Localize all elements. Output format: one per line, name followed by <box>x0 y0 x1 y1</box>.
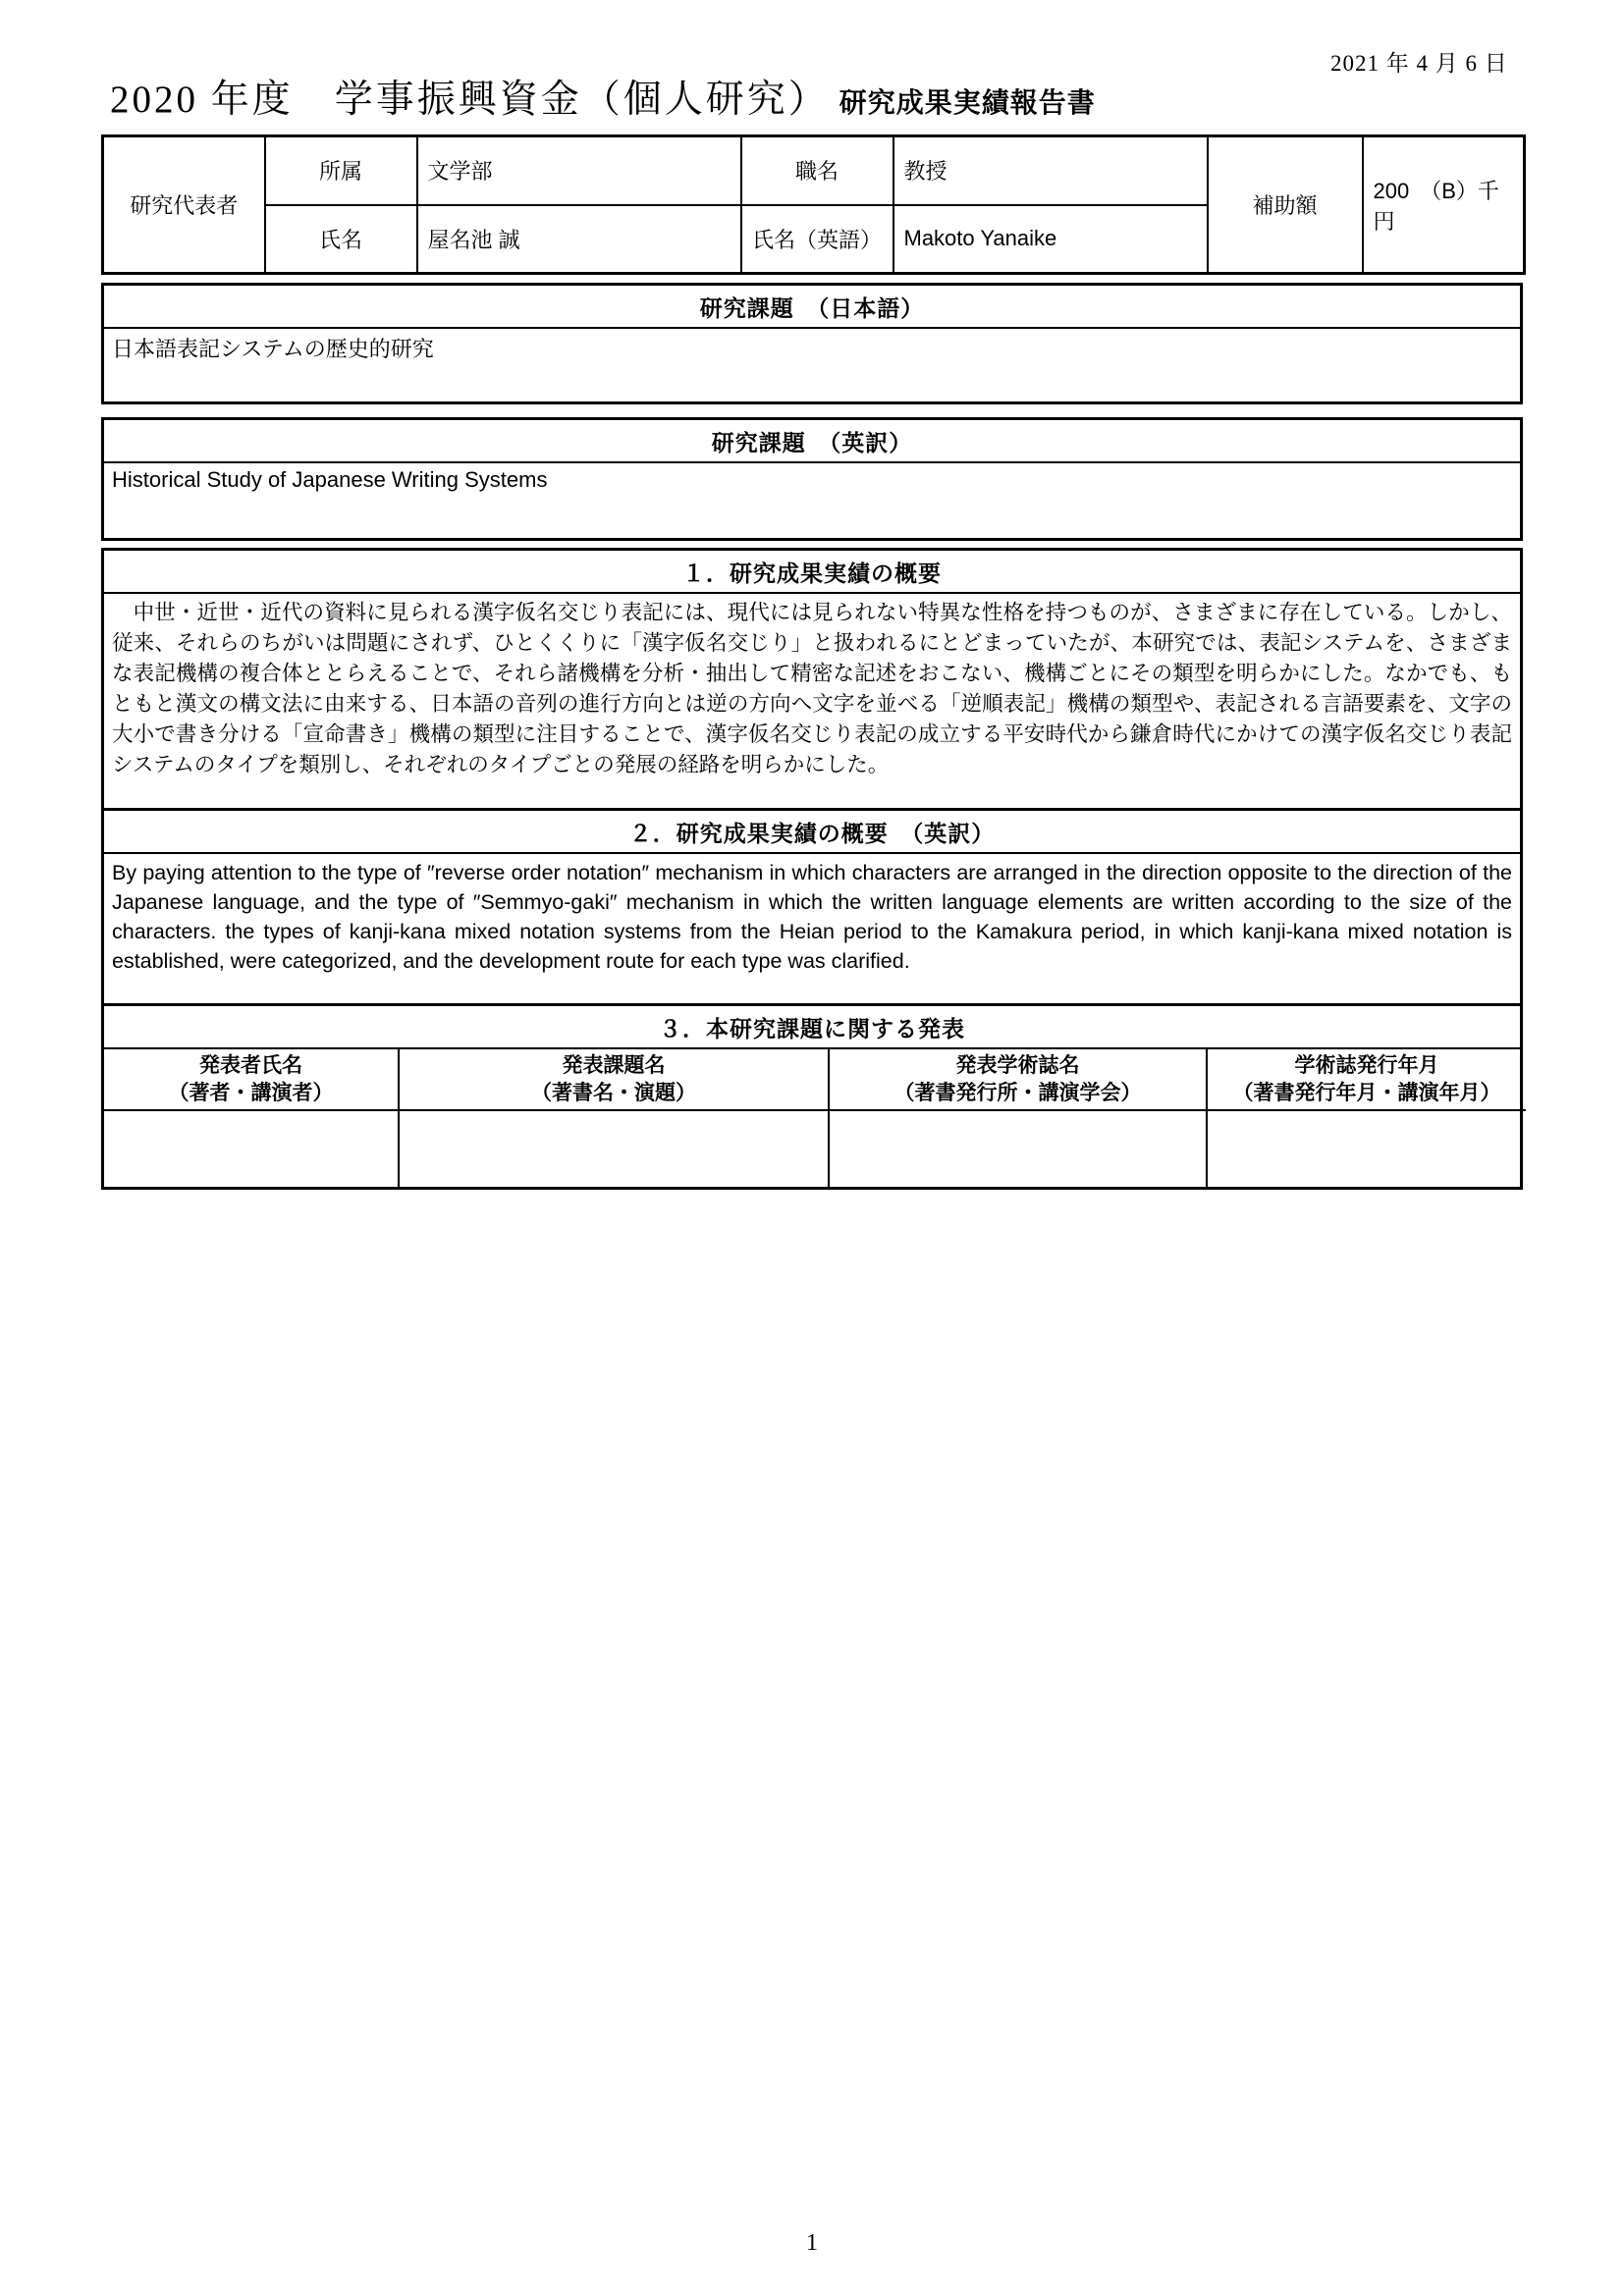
section-summary-en-header: ２．研究成果実績の概要 （英訳） <box>104 811 1520 854</box>
section-publications-header: ３．本研究課題に関する発表 <box>104 1006 1520 1049</box>
section-theme-ja-header: 研究課題 （日本語） <box>104 286 1520 329</box>
affiliation-value: 文学部 <box>417 136 741 205</box>
position-value: 教授 <box>893 136 1208 205</box>
page-number: 1 <box>806 2230 818 2256</box>
publications-empty-row <box>104 1110 1526 1187</box>
pub-col-title-line2: （著書名・演題） <box>531 1081 696 1104</box>
pub-col-journal-line2: （著書発行所・講演学会） <box>893 1081 1142 1104</box>
pub-col-title-line1: 発表課題名 <box>562 1054 666 1078</box>
publications-header-row <box>104 1049 1526 1110</box>
rep-label: 研究代表者 <box>103 136 265 274</box>
pub-col-title <box>399 1049 829 1110</box>
section-publications <box>101 1003 1523 1190</box>
page-title <box>110 69 1096 124</box>
section-summary-ja <box>101 548 1523 811</box>
researcher-info-table <box>101 134 1526 275</box>
pub-col-presenter <box>104 1049 399 1110</box>
affiliation-label: 所属 <box>265 136 417 205</box>
section-summary-en <box>101 808 1523 1006</box>
theme-en-text: Historical Study of Japanese Writing Systems <box>112 467 548 492</box>
pub-col-presenter-line2: （著者・講演者） <box>168 1081 334 1104</box>
title-main: 2020 年度 学事振興資金（個人研究） <box>110 79 830 121</box>
position-label: 職名 <box>741 136 893 205</box>
pub-empty-cell <box>829 1110 1207 1187</box>
subsidy-label: 補助額 <box>1208 136 1363 274</box>
section-summary-ja-header: １．研究成果実績の概要 <box>104 551 1520 594</box>
name-en-label: 氏名（英語） <box>741 205 893 274</box>
name-value: 屋名池 誠 <box>417 205 741 274</box>
section-theme-en-header: 研究課題 （英訳） <box>104 420 1520 463</box>
pub-col-journal-line1: 発表学術誌名 <box>955 1054 1080 1078</box>
summary-en-text: By paying attention to the type of ″reverse order notation″ mechanism in which characters are arranged in the direction opposite to the direction of the Japanese language, and the type of ″Semmyo-gaki″ mechanism in which the written language elements are written according to the size of the characters. the types of kanji-kana mixed notation systems from the Heian period to the Kamakura period, in which kanji-kana mixed notation is established, were categorized, and the development route for each type was clarified. <box>112 861 1512 974</box>
title-subtitle: 研究成果実績報告書 <box>839 87 1096 118</box>
name-label: 氏名 <box>265 205 417 274</box>
section-theme-en <box>101 417 1523 541</box>
pub-empty-cell <box>399 1110 829 1187</box>
report-body <box>101 134 1523 1190</box>
table-row <box>103 136 1525 205</box>
pub-col-date-line2: （著書発行年月・講演年月） <box>1232 1081 1501 1104</box>
pub-col-presenter-line1: 発表者氏名 <box>199 1054 302 1078</box>
summary-ja-text: 中世・近世・近代の資料に見られる漢字仮名交じり表記には、現代には見られない特異な性格を持つものが、さまざまに存在している。しかし、従来、それらのちがいは問題にされず、ひとくくりに「漢字仮名交じり」と扱われるにとどまっていたが、本研究では、表記システムを、さまざまな表記機構の複合体ととらえることで、それら諸機構を分析・抽出して精密な記述をおこない、機構ごとにその類型を明らかにした。なかでも、もともと漢文の構文法に由来する、日本語の音列の進行方向とは逆の方向へ文字を並べる「逆順表記」機構の類型や、表記される言語要素を、文字の大小で書き分ける「宣命書き」機構の類型に注目することで、漢字仮名交じり表記の成立する平安時代から鎌倉時代にかけての漢字仮名交じり表記システムのタイプを類別し、それぞれのタイプごとの発展の経路を明らかにした。 <box>112 601 1512 776</box>
pub-col-journal <box>829 1049 1207 1110</box>
section-theme-ja <box>101 283 1523 404</box>
subsidy-value: 200 （B）千円 <box>1363 136 1525 274</box>
pub-empty-cell <box>104 1110 399 1187</box>
pub-col-date-line1: 学術誌発行年月 <box>1294 1054 1439 1078</box>
pub-empty-cell <box>1207 1110 1526 1187</box>
name-en-value: Makoto Yanaike <box>893 205 1208 274</box>
theme-ja-text: 日本語表記システムの歴史的研究 <box>112 337 434 361</box>
report-date: 2021 年 4 月 6 日 <box>1330 51 1508 76</box>
publications-table <box>104 1049 1526 1187</box>
pub-col-date <box>1207 1049 1526 1110</box>
